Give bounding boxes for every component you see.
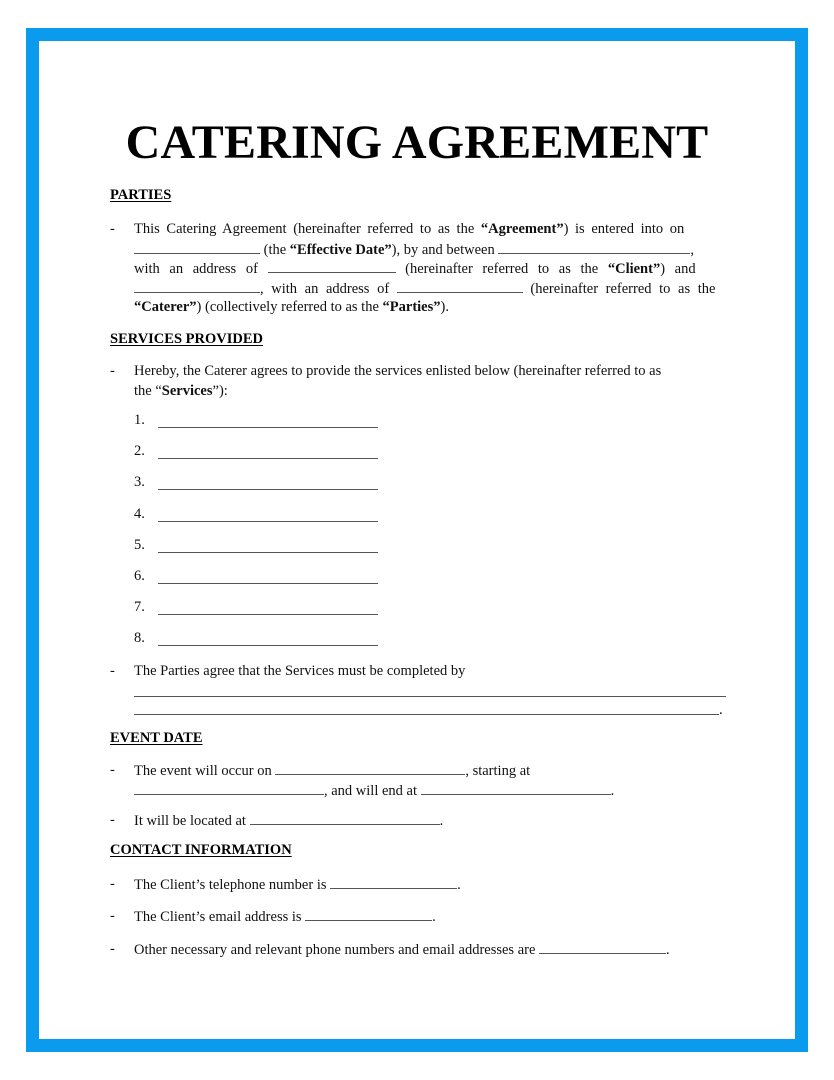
caterer-name-blank[interactable]: [134, 279, 260, 293]
service-item-2: 2.: [134, 443, 394, 463]
service-4-blank[interactable]: [158, 518, 378, 522]
other-contacts-blank[interactable]: [539, 940, 666, 954]
bullet-dash: -: [110, 221, 115, 237]
service-1-blank[interactable]: [158, 424, 378, 428]
term-caterer: “Caterer”: [134, 299, 197, 316]
service-7-blank[interactable]: [158, 611, 378, 615]
service-8-blank[interactable]: [158, 642, 378, 646]
end-time-blank[interactable]: [421, 781, 611, 795]
client-email-blank[interactable]: [305, 907, 432, 921]
service-6-blank[interactable]: [158, 580, 378, 584]
term-effective-date: “Effective Date”: [289, 241, 392, 258]
bullet-dash: -: [110, 812, 115, 828]
service-item-7: 7.: [134, 599, 394, 619]
caterer-address-blank[interactable]: [397, 279, 523, 293]
service-item-4: 4.: [134, 506, 394, 526]
client-name-blank[interactable]: [498, 240, 690, 254]
completion-blank-line-1[interactable]: [134, 696, 726, 697]
services-intro-line-2: the “Services”):: [134, 382, 228, 399]
service-3-blank[interactable]: [158, 486, 378, 490]
services-intro-line-1: Hereby, the Caterer agrees to provide the services enlisted below (hereinafter referred to as: [134, 363, 662, 379]
parties-line-4: , with an address of (hereinafter referred to as the: [134, 279, 726, 299]
event-occur-paragraph: [110, 761, 726, 800]
term-parties: “Parties”: [382, 299, 441, 316]
event-line-2: , and will end at .: [134, 781, 726, 801]
event-date-blank[interactable]: [275, 761, 465, 775]
bullet-dash: -: [110, 876, 115, 892]
service-item-6: 6.: [134, 568, 394, 588]
bullet-dash: -: [110, 941, 115, 957]
parties-line-1: This Catering Agreement (hereinafter referred to as the “Agreement”) is entered into on: [134, 221, 685, 237]
contact-phone-paragraph: [110, 875, 726, 895]
bullet-dash: -: [110, 363, 115, 379]
client-phone-blank[interactable]: [330, 875, 457, 889]
heading-event-date: EVENT DATE: [110, 730, 203, 746]
service-item-5: 5.: [134, 537, 394, 557]
event-line-1: The event will occur on , starting at: [134, 763, 531, 779]
client-address-blank[interactable]: [268, 259, 396, 273]
completion-period: .: [719, 702, 723, 718]
heading-contact-information: CONTACT INFORMATION: [110, 842, 292, 858]
email-line: The Client’s email address is .: [134, 909, 436, 925]
completion-text: The Parties agree that the Services must be completed by: [134, 663, 466, 679]
location-line: It will be located at .: [134, 813, 444, 829]
service-5-blank[interactable]: [158, 549, 378, 553]
event-location-paragraph: [110, 811, 726, 831]
contact-other-paragraph: [110, 940, 726, 960]
phone-line: The Client’s telephone number is .: [134, 877, 461, 893]
service-2-blank[interactable]: [158, 455, 378, 459]
parties-paragraph: [110, 220, 726, 318]
service-item-1: 1.: [134, 412, 394, 432]
heading-services-provided: SERVICES PROVIDED: [110, 331, 263, 347]
bullet-dash: -: [110, 908, 115, 924]
parties-line-3: with an address of (hereinafter referred to as the “Client”) and: [134, 261, 696, 278]
service-item-3: 3.: [134, 474, 394, 494]
contact-email-paragraph: [110, 907, 726, 927]
heading-parties: PARTIES: [110, 187, 172, 203]
term-client: “Client”: [607, 261, 661, 278]
services-completion: [110, 662, 726, 682]
term-agreement: “Agreement”: [480, 221, 564, 237]
document-title: CATERING AGREEMENT: [125, 116, 709, 169]
start-time-blank[interactable]: [134, 781, 324, 795]
bullet-dash: -: [110, 762, 115, 778]
location-blank[interactable]: [250, 811, 440, 825]
services-intro: [110, 362, 726, 401]
parties-line-5: “Caterer”) (collectively referred to as the “Parties”).: [134, 299, 449, 316]
other-contacts-line: Other necessary and relevant phone numbers and email addresses are .: [134, 942, 670, 958]
service-item-8: 8.: [134, 630, 394, 650]
parties-line-2: (the “Effective Date”), by and between ,: [134, 240, 726, 260]
completion-blank-line-2[interactable]: [134, 714, 719, 715]
term-services: Services: [161, 382, 213, 399]
bullet-dash: -: [110, 663, 115, 679]
effective-date-blank[interactable]: [134, 240, 260, 254]
